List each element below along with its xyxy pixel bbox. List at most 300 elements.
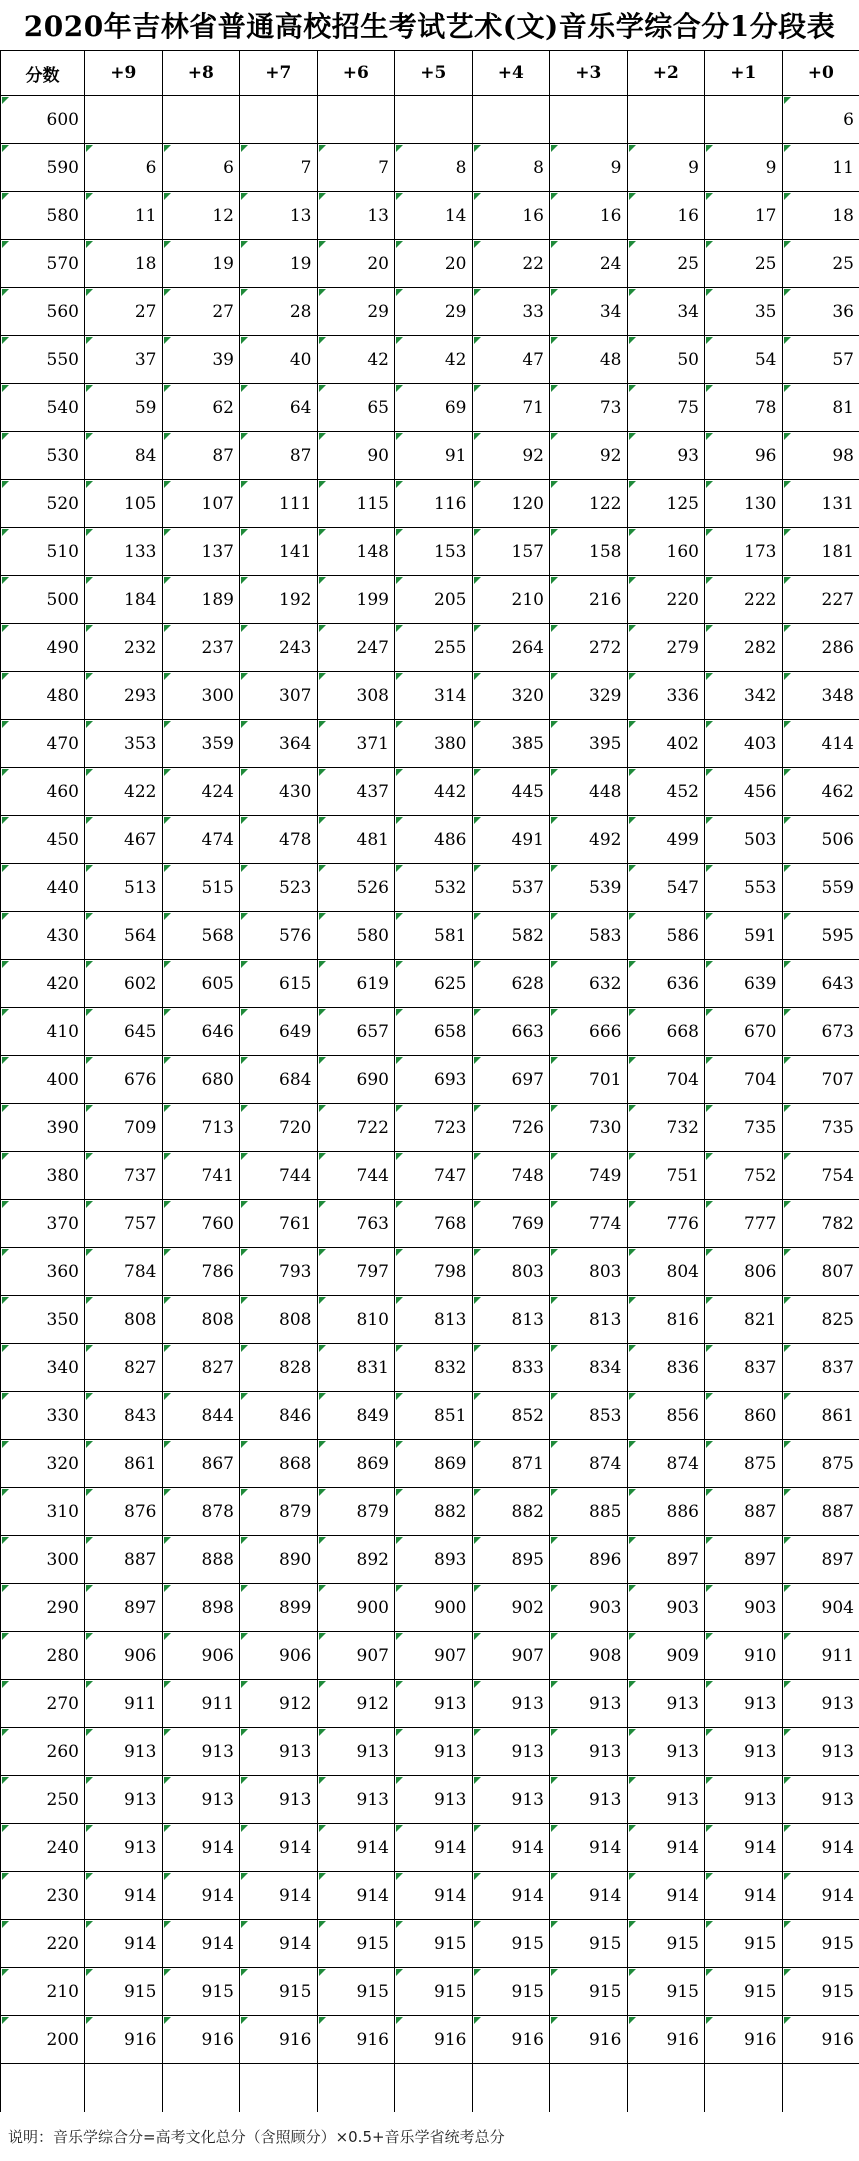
count-cell: 916 — [85, 2016, 163, 2064]
count-cell: 40 — [240, 336, 318, 384]
count-cell: 914 — [627, 1824, 705, 1872]
count-cell: 329 — [550, 672, 628, 720]
count-cell: 16 — [550, 192, 628, 240]
count-cell: 670 — [705, 1008, 783, 1056]
count-cell: 846 — [240, 1392, 318, 1440]
count-cell: 895 — [472, 1536, 550, 1584]
count-cell: 752 — [705, 1152, 783, 1200]
count-cell: 913 — [627, 1728, 705, 1776]
count-cell: 537 — [472, 864, 550, 912]
table-row — [1, 384, 859, 432]
count-cell: 915 — [472, 1968, 550, 2016]
count-cell: 914 — [627, 1872, 705, 1920]
table-row — [1, 1872, 859, 1920]
count-cell: 96 — [705, 432, 783, 480]
count-cell: 837 — [782, 1344, 859, 1392]
count-cell: 35 — [705, 288, 783, 336]
count-cell: 887 — [705, 1488, 783, 1536]
count-cell: 760 — [162, 1200, 240, 1248]
count-cell: 293 — [85, 672, 163, 720]
score-cell: 370 — [1, 1200, 85, 1248]
count-cell: 916 — [627, 2016, 705, 2064]
count-cell: 748 — [472, 1152, 550, 1200]
count-cell: 871 — [472, 1440, 550, 1488]
count-cell: 915 — [317, 1920, 395, 1968]
count-cell: 827 — [85, 1344, 163, 1392]
table-row — [1, 1920, 859, 1968]
count-cell: 754 — [782, 1152, 859, 1200]
count-cell: 513 — [85, 864, 163, 912]
score-cell: 520 — [1, 480, 85, 528]
count-cell: 813 — [395, 1296, 473, 1344]
table-body — [1, 96, 859, 2112]
count-cell: 320 — [472, 672, 550, 720]
count-cell: 913 — [240, 1728, 318, 1776]
header-offset: +3 — [550, 51, 628, 96]
count-cell: 532 — [395, 864, 473, 912]
score-cell: 300 — [1, 1536, 85, 1584]
count-cell: 879 — [317, 1488, 395, 1536]
count-cell: 849 — [317, 1392, 395, 1440]
count-cell: 803 — [550, 1248, 628, 1296]
count-cell: 353 — [85, 720, 163, 768]
count-cell: 75 — [627, 384, 705, 432]
count-cell: 914 — [317, 1824, 395, 1872]
count-cell: 737 — [85, 1152, 163, 1200]
count-cell: 914 — [705, 1824, 783, 1872]
count-cell: 125 — [627, 480, 705, 528]
count-cell: 906 — [162, 1632, 240, 1680]
count-cell: 137 — [162, 528, 240, 576]
count-cell: 456 — [705, 768, 783, 816]
count-cell: 676 — [85, 1056, 163, 1104]
score-cell: 390 — [1, 1104, 85, 1152]
header-offset: +2 — [627, 51, 705, 96]
score-cell: 340 — [1, 1344, 85, 1392]
count-cell: 761 — [240, 1200, 318, 1248]
table-row — [1, 288, 859, 336]
count-cell: 704 — [627, 1056, 705, 1104]
count-cell: 697 — [472, 1056, 550, 1104]
count-cell: 908 — [550, 1632, 628, 1680]
count-cell: 913 — [162, 1776, 240, 1824]
score-cell: 460 — [1, 768, 85, 816]
table-row — [1, 1584, 859, 1632]
count-cell: 173 — [705, 528, 783, 576]
count-cell: 9 — [627, 144, 705, 192]
score-cell: 430 — [1, 912, 85, 960]
count-cell: 914 — [395, 1872, 473, 1920]
count-cell: 807 — [782, 1248, 859, 1296]
count-cell: 649 — [240, 1008, 318, 1056]
count-cell: 875 — [705, 1440, 783, 1488]
count-cell: 878 — [162, 1488, 240, 1536]
score-cell: 600 — [1, 96, 85, 144]
count-cell: 915 — [782, 1920, 859, 1968]
count-cell: 580 — [317, 912, 395, 960]
count-cell: 915 — [395, 1920, 473, 1968]
count-cell: 704 — [705, 1056, 783, 1104]
count-cell: 916 — [240, 2016, 318, 2064]
count-cell: 776 — [627, 1200, 705, 1248]
count-cell: 359 — [162, 720, 240, 768]
score-cell: 560 — [1, 288, 85, 336]
score-cell: 240 — [1, 1824, 85, 1872]
count-cell: 914 — [782, 1824, 859, 1872]
count-cell: 916 — [550, 2016, 628, 2064]
count-cell: 813 — [550, 1296, 628, 1344]
count-cell: 605 — [162, 960, 240, 1008]
count-cell: 913 — [550, 1728, 628, 1776]
count-cell: 825 — [782, 1296, 859, 1344]
table-row — [1, 1488, 859, 1536]
count-cell — [395, 96, 473, 144]
count-cell: 157 — [472, 528, 550, 576]
count-cell: 148 — [317, 528, 395, 576]
count-cell: 19 — [240, 240, 318, 288]
count-cell: 403 — [705, 720, 783, 768]
count-cell: 467 — [85, 816, 163, 864]
count-cell: 782 — [782, 1200, 859, 1248]
count-cell: 93 — [627, 432, 705, 480]
count-cell — [472, 96, 550, 144]
count-cell: 897 — [85, 1584, 163, 1632]
count-cell: 808 — [162, 1296, 240, 1344]
count-cell: 47 — [472, 336, 550, 384]
count-cell: 65 — [317, 384, 395, 432]
count-cell: 18 — [85, 240, 163, 288]
count-cell: 897 — [782, 1536, 859, 1584]
score-cell: 270 — [1, 1680, 85, 1728]
count-cell: 36 — [782, 288, 859, 336]
table-row — [1, 1680, 859, 1728]
count-cell: 81 — [782, 384, 859, 432]
table-row — [1, 1248, 859, 1296]
count-cell: 887 — [85, 1536, 163, 1584]
table-row — [1, 768, 859, 816]
count-cell: 279 — [627, 624, 705, 672]
count-cell: 768 — [395, 1200, 473, 1248]
count-cell: 828 — [240, 1344, 318, 1392]
count-cell: 916 — [705, 2016, 783, 2064]
count-cell: 73 — [550, 384, 628, 432]
table-row — [1, 336, 859, 384]
count-cell: 869 — [317, 1440, 395, 1488]
header-offset: +9 — [85, 51, 163, 96]
count-cell: 615 — [240, 960, 318, 1008]
count-cell: 816 — [627, 1296, 705, 1344]
count-cell: 448 — [550, 768, 628, 816]
count-cell: 442 — [395, 768, 473, 816]
count-cell: 903 — [627, 1584, 705, 1632]
count-cell: 914 — [550, 1872, 628, 1920]
count-cell: 913 — [395, 1680, 473, 1728]
count-cell: 915 — [240, 1968, 318, 2016]
count-cell: 25 — [705, 240, 783, 288]
count-cell: 915 — [627, 1920, 705, 1968]
table-row — [1, 1824, 859, 1872]
count-cell: 915 — [395, 1968, 473, 2016]
count-cell: 915 — [317, 1968, 395, 2016]
count-cell: 523 — [240, 864, 318, 912]
count-cell: 868 — [240, 1440, 318, 1488]
count-cell: 684 — [240, 1056, 318, 1104]
count-cell: 668 — [627, 1008, 705, 1056]
count-cell: 786 — [162, 1248, 240, 1296]
count-cell: 784 — [85, 1248, 163, 1296]
count-cell: 181 — [782, 528, 859, 576]
count-cell: 893 — [395, 1536, 473, 1584]
count-cell: 913 — [782, 1680, 859, 1728]
count-cell: 13 — [317, 192, 395, 240]
count-cell: 888 — [162, 1536, 240, 1584]
count-cell: 14 — [395, 192, 473, 240]
count-cell: 286 — [782, 624, 859, 672]
count-cell: 914 — [472, 1824, 550, 1872]
count-cell: 914 — [550, 1824, 628, 1872]
count-cell: 220 — [627, 576, 705, 624]
count-cell — [317, 96, 395, 144]
count-cell: 911 — [85, 1680, 163, 1728]
table-row — [1, 1536, 859, 1584]
count-cell: 232 — [85, 624, 163, 672]
table-row — [1, 1152, 859, 1200]
count-cell — [85, 96, 163, 144]
score-cell: 500 — [1, 576, 85, 624]
count-cell: 515 — [162, 864, 240, 912]
count-cell: 27 — [85, 288, 163, 336]
count-cell: 915 — [85, 1968, 163, 2016]
count-cell: 64 — [240, 384, 318, 432]
count-cell: 50 — [627, 336, 705, 384]
count-cell: 882 — [395, 1488, 473, 1536]
count-cell — [240, 96, 318, 144]
count-cell: 722 — [317, 1104, 395, 1152]
count-cell: 693 — [395, 1056, 473, 1104]
count-cell: 916 — [472, 2016, 550, 2064]
count-cell: 813 — [472, 1296, 550, 1344]
count-cell: 913 — [550, 1776, 628, 1824]
count-cell: 22 — [472, 240, 550, 288]
count-cell: 141 — [240, 528, 318, 576]
count-cell: 98 — [782, 432, 859, 480]
count-cell: 914 — [85, 1920, 163, 1968]
count-cell: 890 — [240, 1536, 318, 1584]
count-cell: 414 — [782, 720, 859, 768]
count-cell: 831 — [317, 1344, 395, 1392]
count-cell: 87 — [162, 432, 240, 480]
count-cell: 744 — [240, 1152, 318, 1200]
count-cell: 913 — [782, 1728, 859, 1776]
count-cell: 912 — [240, 1680, 318, 1728]
count-cell: 913 — [395, 1776, 473, 1824]
count-cell: 380 — [395, 720, 473, 768]
count-cell: 111 — [240, 480, 318, 528]
score-cell: 380 — [1, 1152, 85, 1200]
table-row — [1, 960, 859, 1008]
count-cell: 836 — [627, 1344, 705, 1392]
score-cell: 210 — [1, 1968, 85, 2016]
count-cell: 13 — [240, 192, 318, 240]
count-cell: 646 — [162, 1008, 240, 1056]
count-cell: 24 — [550, 240, 628, 288]
count-cell: 481 — [317, 816, 395, 864]
count-cell: 913 — [85, 1728, 163, 1776]
count-cell: 797 — [317, 1248, 395, 1296]
count-cell: 506 — [782, 816, 859, 864]
count-cell: 856 — [627, 1392, 705, 1440]
count-cell: 314 — [395, 672, 473, 720]
count-cell: 25 — [627, 240, 705, 288]
count-cell: 29 — [395, 288, 473, 336]
count-cell: 199 — [317, 576, 395, 624]
count-cell: 896 — [550, 1536, 628, 1584]
count-cell: 914 — [472, 1872, 550, 1920]
count-cell: 92 — [472, 432, 550, 480]
count-cell: 902 — [472, 1584, 550, 1632]
count-cell: 632 — [550, 960, 628, 1008]
count-cell: 915 — [550, 1968, 628, 2016]
count-cell: 907 — [472, 1632, 550, 1680]
count-cell: 777 — [705, 1200, 783, 1248]
count-cell: 897 — [705, 1536, 783, 1584]
count-cell: 576 — [240, 912, 318, 960]
count-cell: 808 — [240, 1296, 318, 1344]
count-cell: 741 — [162, 1152, 240, 1200]
count-cell: 216 — [550, 576, 628, 624]
table-row — [1, 144, 859, 192]
table-row — [1, 1296, 859, 1344]
count-cell: 11 — [85, 192, 163, 240]
count-cell: 913 — [240, 1776, 318, 1824]
count-cell: 336 — [627, 672, 705, 720]
count-cell: 913 — [550, 1680, 628, 1728]
count-cell: 913 — [627, 1776, 705, 1824]
count-cell: 619 — [317, 960, 395, 1008]
table-row — [1, 1200, 859, 1248]
count-cell: 747 — [395, 1152, 473, 1200]
count-cell: 12 — [162, 192, 240, 240]
count-cell: 914 — [162, 1920, 240, 1968]
count-cell: 843 — [85, 1392, 163, 1440]
count-cell: 907 — [395, 1632, 473, 1680]
count-cell: 474 — [162, 816, 240, 864]
count-cell: 914 — [240, 1824, 318, 1872]
count-cell: 757 — [85, 1200, 163, 1248]
count-cell: 914 — [240, 1872, 318, 1920]
count-cell: 735 — [705, 1104, 783, 1152]
table-row — [1, 432, 859, 480]
count-cell: 639 — [705, 960, 783, 1008]
count-cell: 33 — [472, 288, 550, 336]
count-cell: 237 — [162, 624, 240, 672]
count-cell: 18 — [782, 192, 859, 240]
count-cell: 34 — [627, 288, 705, 336]
count-cell: 861 — [782, 1392, 859, 1440]
count-cell: 913 — [472, 1680, 550, 1728]
count-cell: 29 — [317, 288, 395, 336]
count-cell: 913 — [472, 1776, 550, 1824]
score-cell: 490 — [1, 624, 85, 672]
score-cell: 220 — [1, 1920, 85, 1968]
table-row — [1, 1104, 859, 1152]
count-cell: 913 — [472, 1728, 550, 1776]
count-cell: 882 — [472, 1488, 550, 1536]
count-cell: 680 — [162, 1056, 240, 1104]
count-cell: 911 — [782, 1632, 859, 1680]
score-cell: 320 — [1, 1440, 85, 1488]
count-cell: 90 — [317, 432, 395, 480]
score-cell: 420 — [1, 960, 85, 1008]
count-cell: 87 — [240, 432, 318, 480]
count-cell: 916 — [317, 2016, 395, 2064]
count-cell: 107 — [162, 480, 240, 528]
score-cell: 470 — [1, 720, 85, 768]
count-cell: 913 — [705, 1728, 783, 1776]
count-cell: 424 — [162, 768, 240, 816]
count-cell: 874 — [550, 1440, 628, 1488]
count-cell: 39 — [162, 336, 240, 384]
score-cell: 590 — [1, 144, 85, 192]
count-cell: 821 — [705, 1296, 783, 1344]
count-cell: 422 — [85, 768, 163, 816]
count-cell: 272 — [550, 624, 628, 672]
count-cell: 914 — [85, 1872, 163, 1920]
count-cell: 184 — [85, 576, 163, 624]
count-cell: 701 — [550, 1056, 628, 1104]
count-cell: 57 — [782, 336, 859, 384]
score-cell: 440 — [1, 864, 85, 912]
count-cell: 116 — [395, 480, 473, 528]
count-cell: 189 — [162, 576, 240, 624]
count-cell: 591 — [705, 912, 783, 960]
header-offset: +8 — [162, 51, 240, 96]
count-cell: 583 — [550, 912, 628, 960]
score-cell: 570 — [1, 240, 85, 288]
count-cell: 744 — [317, 1152, 395, 1200]
count-cell: 832 — [395, 1344, 473, 1392]
count-cell: 876 — [85, 1488, 163, 1536]
count-cell: 915 — [162, 1968, 240, 2016]
footnote: 说明：音乐学综合分=高考文化总分（含照顾分）×0.5+音乐学省统考总分 — [8, 2128, 505, 2146]
count-cell: 913 — [162, 1728, 240, 1776]
count-cell: 916 — [162, 2016, 240, 2064]
count-cell: 851 — [395, 1392, 473, 1440]
count-cell: 559 — [782, 864, 859, 912]
count-cell: 914 — [240, 1920, 318, 1968]
count-cell: 763 — [317, 1200, 395, 1248]
score-cell: 400 — [1, 1056, 85, 1104]
count-cell: 92 — [550, 432, 628, 480]
table-row — [1, 816, 859, 864]
count-cell: 903 — [705, 1584, 783, 1632]
count-cell: 913 — [85, 1824, 163, 1872]
count-cell: 915 — [705, 1968, 783, 2016]
count-cell: 62 — [162, 384, 240, 432]
table-row — [1, 912, 859, 960]
count-cell: 78 — [705, 384, 783, 432]
count-cell: 837 — [705, 1344, 783, 1392]
count-cell: 586 — [627, 912, 705, 960]
count-cell: 769 — [472, 1200, 550, 1248]
count-cell: 478 — [240, 816, 318, 864]
count-cell: 210 — [472, 576, 550, 624]
score-cell: 580 — [1, 192, 85, 240]
count-cell: 666 — [550, 1008, 628, 1056]
count-cell: 192 — [240, 576, 318, 624]
count-cell: 914 — [782, 1872, 859, 1920]
count-cell: 11 — [782, 144, 859, 192]
